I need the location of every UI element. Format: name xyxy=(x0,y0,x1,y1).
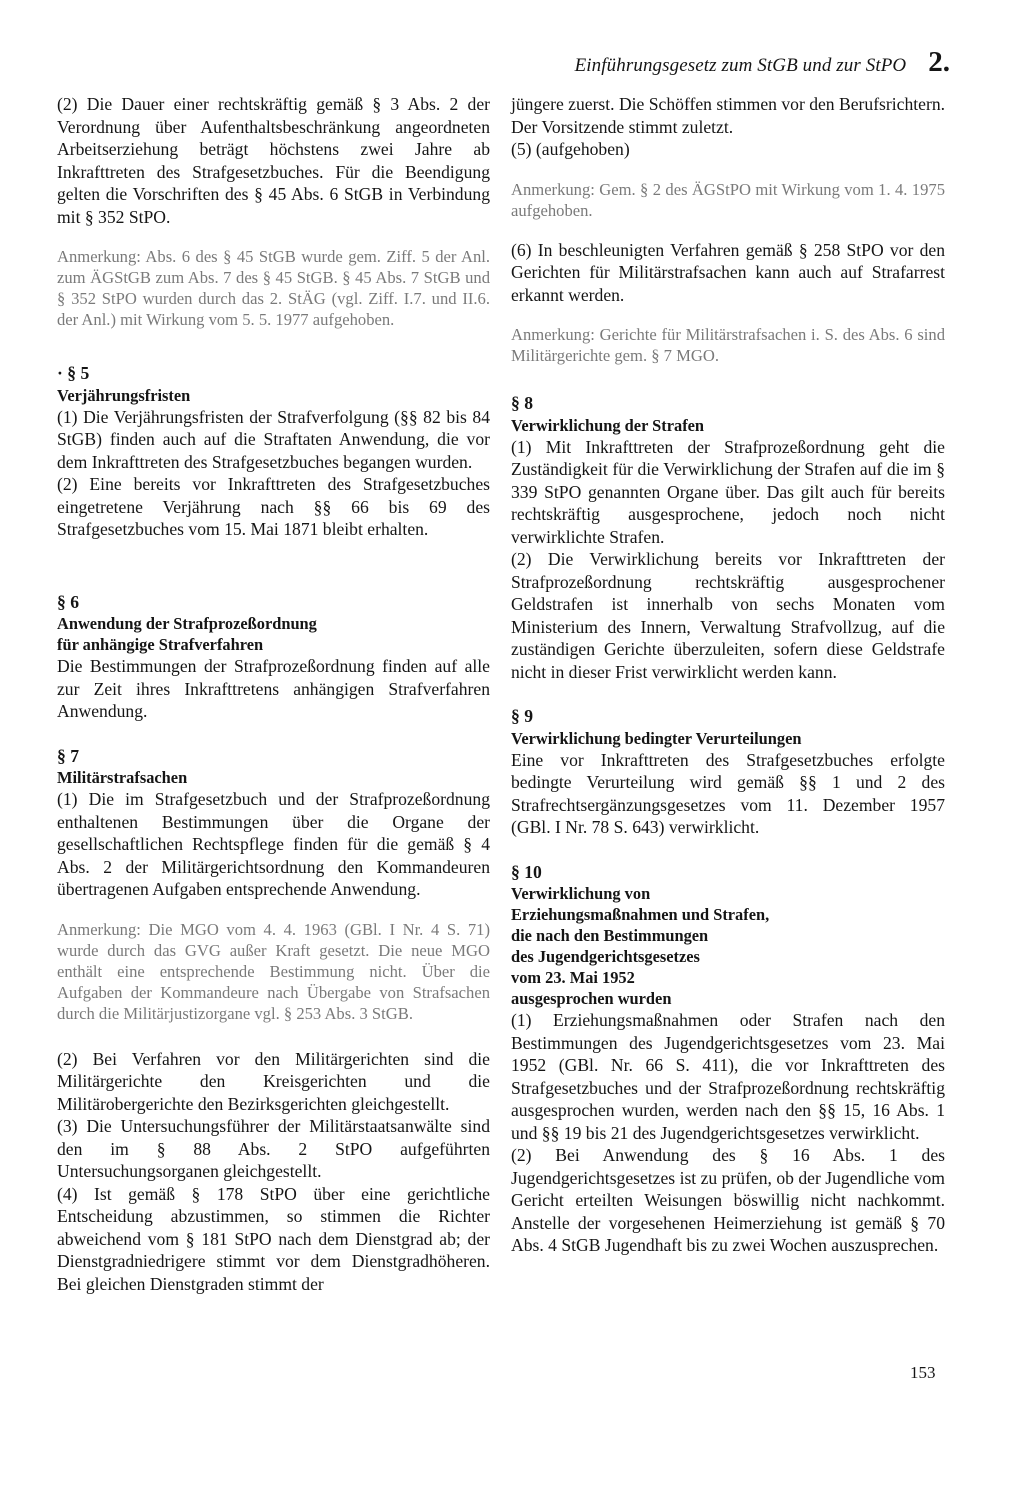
section-title: Verjährungsfristen xyxy=(57,385,191,405)
annotation-note: Anmerkung: Abs. 6 des § 45 StGB wurde gem. Ziff. 5 der Anl. zum ÄGStGB zum Abs. 7 des § 45 StGB. § 45 Abs. 7 StGB und § 352 StPO wurden durch das 2. StÄG (vgl. Ziff. I.7. und II.6. der Anl.) mit Wirkung vom 5. 5. 1977 aufgehoben. xyxy=(57,247,490,329)
section-number: § 10 xyxy=(511,861,542,882)
section-title: Verwirklichung bedingter Verurteilungen xyxy=(511,728,802,748)
header-title: Einführungsgesetz zum StGB und zur StPO xyxy=(574,55,907,76)
section-title: vom 23. Mai 1952 xyxy=(511,968,635,987)
section-title: Verwirklichung der Strafen xyxy=(511,415,705,435)
paragraph: (1) Mit Inkrafttreten der Strafprozeßordnung geht die Zuständigkeit für die Verwirklichung der Strafen auf die im § 339 StPO genannten Organe über. Das gilt auch für bereits rechtskräftig ausgesprochene, jedoch noch nicht verwirklichte Strafen. xyxy=(511,436,945,547)
section-number: § 6 xyxy=(57,591,79,612)
section-number: § 9 xyxy=(511,706,533,726)
section-number: § 8 xyxy=(511,393,533,413)
paragraph: (2) Bei Anwendung des § 16 Abs. 1 des Jugendgerichtsgesetzes ist zu prüfen, ob der Jugendliche vom Gericht erteilten Weisungen böswillig nicht nachkommt. Anstelle der vorgesehenen Heimerziehung ist gemäß § 70 Abs. 4 StGB Jugendhaft bis zu zwei Wochen auszusprechen. xyxy=(511,1145,945,1255)
annotation-note: Anmerkung: Die MGO vom 4. 4. 1963 (GBl. I Nr. 4 S. 71) wurde durch das GVG außer Kraft gesetzt. Die neue MGO enthält eine entsprechende Bestimmung nicht. Über die Aufgaben der Kommandeure nach Übergabe von Strafsachen durch die Militärjustizorgane vgl. § 253 Abs. 3 StGB. xyxy=(57,919,490,1023)
paragraph: (1) Die im Strafgesetzbuch und der Strafprozeßordnung enthaltenen Bestimmungen über die Organe der gesellschaftlichen Rechtspflege finden für die gemäß § 4 Abs. 2 der Militärgerichtsordnung den Kommandeuren übertragenen Aufgaben entsprechende Anwendung. xyxy=(57,789,490,899)
section-title: die nach den Bestimmungen xyxy=(511,926,709,945)
paragraph: (2) Die Dauer einer rechtskräftig gemäß § 3 Abs. 2 der Verordnung über Aufenthaltsbeschränkung angeordneten Arbeitserziehung beträgt höchstens zwei Jahre ab Inkrafttreten des Strafgesetzbuches. Für die Beendigung gelten die Vorschriften des § 45 Abs. 6 StGB in Verbindung mit § 352 StPO. xyxy=(57,94,490,227)
paragraph: (1) Die Verjährungsfristen der Strafverfolgung (§§ 82 bis 84 StGB) finden auch auf die Straftaten Anwendung, die vor dem Inkrafttreten des Strafgesetzbuches begangen wurden. xyxy=(57,406,490,472)
paragraph: (5) (aufgehoben) xyxy=(511,139,630,159)
paragraph: (2) Eine bereits vor Inkrafttreten des Strafgesetzbuches eingetretene Verjährung nach §§ 66 bis 69 des Strafgesetzbuches vom 15. Mai 1871 bleibt erhalten. xyxy=(57,474,490,539)
annotation-note: Anmerkung: Gem. § 2 des ÄGStPO mit Wirkung vom 1. 4. 1975 aufgehoben. xyxy=(511,179,945,220)
right-column xyxy=(511,93,945,1257)
section-title: Verwirklichung von xyxy=(511,884,651,903)
left-column xyxy=(57,93,490,1295)
section-title: Militärstrafsachen xyxy=(57,768,188,787)
paragraph: (1) Erziehungsmaßnahmen oder Strafen nach den Bestimmungen des Jugendgerichtsgesetzes vom 23. Mai 1952 (GBl. Nr. 66 S. 411), die vor Inkrafttreten des Strafgesetzbuches und der Strafprozeßordnung rechtskräftig ausgesprochen wurden, werden nach den §§ 15, 16 Abs. 1 und §§ 19 bis 21 des Jugendgerichtsgesetzes verwirklicht. xyxy=(511,1010,945,1143)
paragraph: (6) In beschleunigten Verfahren gemäß § 258 StPO vor den Gerichten für Militärstrafsachen kann auch auf Strafarrest erkannt werden. xyxy=(511,239,945,305)
section-title: des Jugendgerichtsgesetzes xyxy=(511,947,700,966)
paragraph: Die Bestimmungen der Strafprozeßordnung finden auf alle zur Zeit ihres Inkrafttretens anhängigen Strafverfahren Anwendung. xyxy=(57,656,490,721)
paragraph: (2) Bei Verfahren vor den Militärgerichten sind die Militärgerichte den Kreisgerichten und die Militärobergerichte den Bezirksgerichten gleichgestellt. xyxy=(57,1048,490,1114)
section-title: Anwendung der Strafprozeßordnung xyxy=(57,614,317,633)
paragraph: Eine vor Inkrafttreten des Strafgesetzbuches erfolgte bedingte Verurteilung wird gemäß §§ 1 und 2 des Strafrechtsergänzungsgesetzes vom 11. Dezember 1957 (GBl. I Nr. 78 S. 643) verwirklicht. xyxy=(511,749,945,837)
section-title: ausgesprochen wurden xyxy=(511,989,672,1008)
annotation-note: Anmerkung: Gerichte für Militärstrafsachen i. S. des Abs. 6 sind Militärgerichte gem. § 7 MGO. xyxy=(511,325,945,365)
paragraph: (4) Ist gemäß § 178 StPO über eine gerichtliche Entscheidung abzustimmen, so stimmen die Richter abweichend vom § 181 StPO nach dem Dienstgrad ab; der Dienstgradniedrigere stimmt vor dem Dienstgradhöheren. Bei gleichen Dienstgraden stimmt der xyxy=(57,1183,490,1294)
paragraph: (2) Die Verwirklichung bereits vor Inkrafttreten der Strafprozeßordnung rechtskräftig ausgesprochener Geldstrafen ist innerhalb von sechs Monaten vom Ministerium des Innern, Verwaltung Strafvollzug, auf die zuständigen Gerichte überzuleiten, sofern diese Geldstrafe nicht in dieser Frist verwirklicht werden kann. xyxy=(511,549,945,682)
chapter-number: 2. xyxy=(928,46,950,78)
section-number: § 7 xyxy=(57,745,79,766)
paragraph: (3) Die Untersuchungsführer der Militärstaatsanwälte sind den im § 88 Abs. 2 StPO aufgeführten Untersuchungsorganen gleichgestellt. xyxy=(57,1116,490,1181)
page-number: 153 xyxy=(910,1363,936,1382)
running-header xyxy=(520,46,950,82)
section-number: · § 5 xyxy=(57,363,90,383)
section-title: Erziehungsmaßnahmen und Strafen, xyxy=(511,905,770,924)
paragraph: jüngere zuerst. Die Schöffen stimmen vor den Berufsrichtern. Der Vorsitzende stimmt zuletzt. xyxy=(511,94,946,137)
section-title: für anhängige Strafverfahren xyxy=(57,635,264,654)
